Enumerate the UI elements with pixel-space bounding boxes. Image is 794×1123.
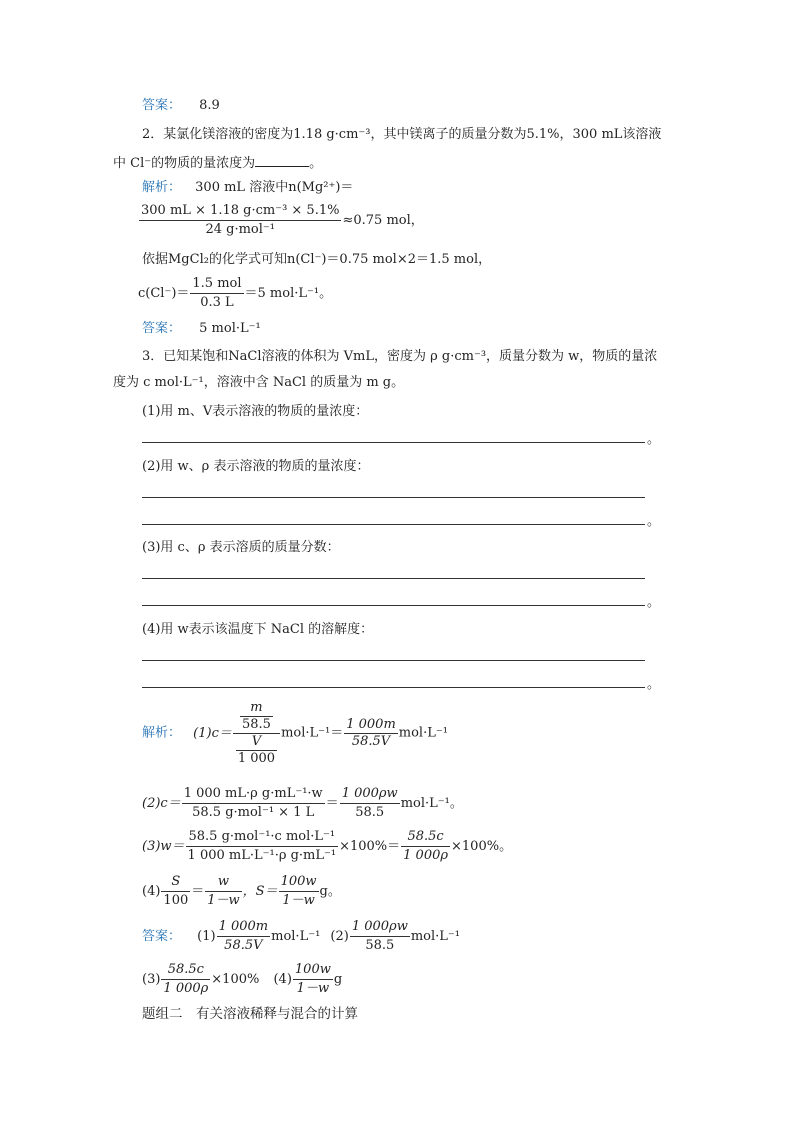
fraction-denominator: 1 000ρ (163, 981, 209, 996)
fraction-numerator: V (251, 734, 262, 749)
fraction-result: ≈0.75 mol， (342, 213, 424, 228)
fraction-numerator: S (171, 874, 181, 889)
fraction-numerator: 100w (280, 874, 317, 889)
fraction-numerator: 1 000 mL·ρ g·mL⁻¹·w (183, 786, 323, 801)
answer-blank (255, 154, 309, 167)
a4-fraction-result (279, 874, 319, 909)
answer-label: 答案： (142, 321, 182, 336)
a2-result-fraction (340, 786, 400, 821)
a4-prefix: (4) (142, 884, 161, 899)
fraction-denominator: 24 g·mol⁻¹ (139, 220, 341, 238)
equals: ＝ (191, 884, 205, 899)
q2-analysis-conc-line (138, 276, 332, 311)
q3-analysis-4 (142, 874, 341, 909)
answer-line (142, 605, 645, 606)
fraction-numerator: 1 000m (346, 717, 396, 732)
q2-stem-text: 中 Cl⁻的物质的量浓度为 (113, 156, 256, 171)
q1-answer-value: 8.9 (199, 98, 220, 113)
fraction-numerator: 100w (294, 962, 331, 977)
fraction-denominator: 58.5 (350, 936, 410, 954)
a4-mid: ，S＝ (242, 884, 278, 899)
q2-mass-fraction (139, 203, 341, 238)
a4-fraction-w (205, 874, 241, 909)
ans3-unit: ×100% (211, 972, 260, 987)
a4-fraction-s (161, 874, 190, 909)
answer-line (142, 524, 645, 525)
fraction-denominator: 1 000 mL·L⁻¹·ρ g·mL⁻¹ (187, 848, 337, 863)
fraction-denominator: 58.5 (241, 717, 271, 732)
answer-label: 答案： (142, 929, 182, 944)
fraction-denominator: 58.5V (344, 733, 398, 749)
fraction-denominator: 1－w (207, 893, 240, 908)
inner-fraction (236, 735, 277, 766)
q3-analysis-1 (142, 701, 448, 766)
a3-end: ×100%。 (451, 839, 513, 854)
a3-fraction (186, 829, 339, 864)
q2-analysis-line3: 依据MgCl₂的化学式可知n(Cl⁻)＝0.75 mol×2＝1.5 mol， (142, 252, 492, 267)
answer-line (142, 660, 645, 661)
equals: ＝ (325, 796, 339, 811)
fraction-numerator: 300 mL × 1.18 g·cm⁻³ × 5.1% (141, 203, 340, 218)
fraction-denominator: 1－w (279, 891, 319, 909)
ans1-prefix: (1) (197, 929, 216, 944)
a1-result-fraction (344, 718, 398, 749)
ans1-unit: mol·L⁻¹ (271, 929, 321, 944)
analysis-label: 解析： (142, 180, 182, 195)
q3-analysis-3 (142, 829, 512, 864)
ans2-unit: mol·L⁻¹ (410, 929, 460, 944)
q3-stem-line2: 度为 c mol·L⁻¹，溶液中含 NaCl 的质量为 m g。 (113, 375, 405, 390)
answer-line (142, 497, 645, 498)
fraction-numerator: 1.5 mol (192, 276, 242, 291)
a1-prefix: (1)c＝ (193, 725, 232, 741)
fraction-denominator (233, 733, 280, 766)
ans1-fraction (217, 919, 271, 954)
period: 。 (647, 432, 661, 447)
a1-nested-fraction (233, 701, 280, 766)
fraction-denominator: 1 000 (237, 751, 276, 766)
a3-prefix: (3)w＝ (142, 839, 185, 854)
q2-analysis-intro: 300 mL 溶液中n(Mg²⁺)＝ (195, 180, 354, 195)
q2-analysis-fraction-line (138, 203, 424, 238)
ans3-prefix: (3) (142, 972, 161, 987)
a2-fraction (182, 786, 325, 821)
conc-result: ＝5 mol·L⁻¹。 (244, 286, 333, 301)
fraction-numerator: 1 000m (218, 919, 269, 934)
q3-stem-line1: 3．已知某饱和NaCl溶液的体积为 VmL，密度为 ρ g·cm⁻³，质量分数为 w，物质的量浓 (142, 349, 658, 364)
a3-result-fraction (401, 829, 450, 864)
fraction-numerator: m (250, 700, 263, 715)
q2-answer-value: 5 mol·L⁻¹ (199, 321, 261, 336)
answer-line (142, 687, 645, 688)
ans2-prefix: (2) (330, 929, 349, 944)
a2-unit: mol·L⁻¹。 (400, 796, 463, 811)
inner-fraction (240, 701, 273, 732)
fraction-numerator: 58.5 g·mol⁻¹·c mol·L⁻¹ (188, 829, 336, 844)
answer-line (142, 442, 645, 443)
fraction-denominator: 100 (163, 893, 189, 908)
q2-conc-fraction (190, 276, 243, 311)
q3-answer-line2 (142, 962, 342, 997)
fraction-denominator: 1 000ρ (403, 848, 449, 863)
period: 。 (647, 514, 661, 529)
q3-subquestion-2: (2)用 w、ρ 表示溶液的物质的量浓度： (142, 459, 370, 474)
q2-answer-line (142, 321, 261, 337)
fraction-numerator: 58.5c (167, 962, 204, 977)
fraction-denominator: 0.3 L (190, 293, 243, 311)
q3-subquestion-1: (1)用 m、V表示溶液的物质的量浓度： (142, 404, 369, 419)
q2-stem-end: 。 (309, 156, 323, 171)
a1-unit: mol·L⁻¹＝ (281, 725, 344, 741)
fraction-numerator: 1 000ρw (341, 786, 398, 801)
q2-stem-line1: 2．某氯化镁溶液的密度为1.18 g·cm⁻³，其中镁离子的质量分数为5.1%，300 mL该溶液 (142, 127, 662, 142)
answer-line (142, 578, 645, 579)
fraction-denominator: 1－w (293, 979, 333, 997)
fraction-numerator: 1 000ρw (351, 919, 408, 934)
fraction-denominator: 58.5 g·mol⁻¹ × 1 L (182, 803, 325, 821)
q3-analysis-2 (142, 786, 463, 821)
ans4-fraction (293, 962, 333, 997)
period: 。 (647, 595, 661, 610)
fraction-denominator: 58.5 (340, 803, 400, 821)
q2-stem-line2 (113, 154, 322, 172)
ans3-fraction (161, 962, 210, 997)
q2-analysis-line1 (142, 180, 353, 196)
ans4-unit: g (333, 972, 343, 987)
conc-lhs: c(Cl⁻)＝ (138, 286, 190, 301)
ans4-prefix: (4) (273, 972, 292, 987)
a3-mid: ×100%＝ (339, 839, 401, 854)
fraction-numerator: w (217, 874, 230, 889)
a2-prefix: (2)c＝ (142, 796, 181, 811)
fraction-numerator: 58.5c (407, 829, 444, 844)
a4-end: g。 (319, 884, 341, 899)
ans2-fraction (350, 919, 410, 954)
q3-subquestion-3: (3)用 c、ρ 表示溶质的质量分数： (142, 540, 340, 555)
q1-answer-line (142, 98, 220, 114)
fraction-denominator: 58.5V (217, 936, 271, 954)
fraction-numerator (233, 701, 280, 733)
q3-answer-line1 (142, 919, 460, 954)
a1-result-unit: mol·L⁻¹ (398, 725, 448, 741)
section-title: 题组二 有关溶液稀释与混合的计算 (142, 1006, 358, 1022)
analysis-label: 解析： (142, 725, 182, 741)
period: 。 (647, 677, 661, 692)
answer-label: 答案： (142, 98, 182, 113)
q3-subquestion-4: (4)用 w表示该温度下 NaCl 的溶解度： (142, 622, 374, 637)
